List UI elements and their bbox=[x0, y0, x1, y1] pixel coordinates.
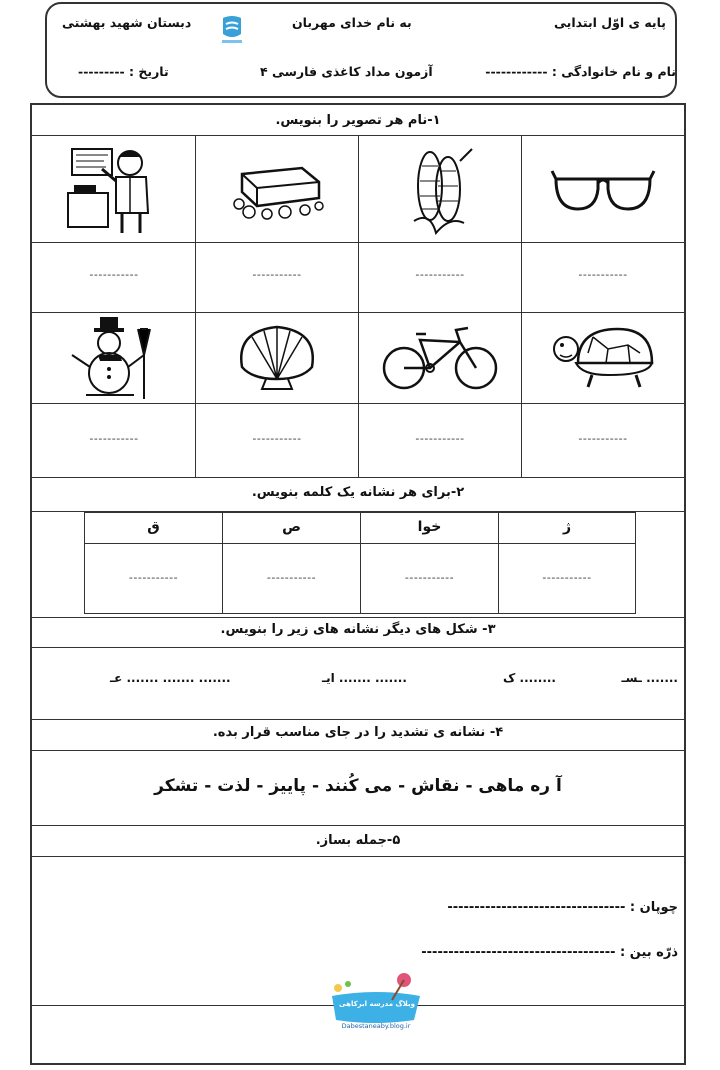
divider bbox=[32, 477, 684, 478]
letter-cell: ص bbox=[282, 519, 301, 535]
bicycle-icon bbox=[380, 322, 500, 394]
picture-bicycle bbox=[359, 313, 521, 403]
picture-snowman bbox=[33, 313, 195, 403]
glasses-icon bbox=[548, 159, 658, 219]
divider bbox=[32, 719, 684, 720]
turtle-icon bbox=[548, 323, 658, 393]
letters-table bbox=[84, 512, 636, 614]
picture-shell bbox=[196, 313, 358, 403]
answer-blank[interactable]: ----------- bbox=[266, 571, 317, 584]
picture-glasses bbox=[522, 136, 684, 242]
exam-body bbox=[30, 103, 686, 1065]
divider bbox=[32, 647, 684, 648]
letter-form-item[interactable]: عـ ....... ....... ....... bbox=[110, 671, 231, 685]
snowman-icon bbox=[64, 315, 164, 401]
date-field: تاریخ : --------- bbox=[78, 64, 169, 79]
section1-title: ۱-نام هر تصویر را بنویس. bbox=[275, 113, 441, 128]
answer-blank[interactable]: ----------- bbox=[252, 432, 302, 445]
answer-blank[interactable]: ----------- bbox=[252, 268, 302, 281]
divider bbox=[32, 856, 684, 857]
picture-soap bbox=[196, 136, 358, 242]
divider bbox=[32, 825, 684, 826]
answer-blank[interactable]: ----------- bbox=[89, 268, 139, 281]
answer-blank[interactable]: ----------- bbox=[415, 268, 465, 281]
sentence-line[interactable]: چوپان : --------------------------------- bbox=[447, 900, 678, 915]
picture-turtle bbox=[522, 313, 684, 403]
answer-blank[interactable]: ----------- bbox=[415, 432, 465, 445]
answer-blank[interactable]: ----------- bbox=[578, 432, 628, 445]
name-field: نام و نام خانوادگی : ------------ bbox=[485, 64, 676, 79]
logo-icon bbox=[219, 14, 245, 46]
letter-form-item[interactable]: ایـ ....... ....... bbox=[322, 671, 407, 685]
exam-title: آزمون مداد کاغذی فارسی ۴ bbox=[260, 64, 433, 79]
letter-cell: ق bbox=[147, 519, 160, 535]
grade-label: پایه ی اوّل ابتدایی bbox=[554, 15, 666, 30]
section5-title: ۵-جمله بساز. bbox=[315, 833, 401, 848]
letter-form-item[interactable]: ـسـ ....... bbox=[621, 671, 678, 685]
section2-title: ۲-برای هر نشانه یک کلمه بنویس. bbox=[251, 485, 465, 500]
picture-corn bbox=[359, 136, 521, 242]
stamp-url: Dabestaneaby.blog.ir bbox=[341, 1022, 411, 1030]
sentence-line[interactable]: ذرّه بین : ------------------------------------ bbox=[421, 945, 678, 960]
answer-blank[interactable]: ----------- bbox=[128, 571, 179, 584]
divider bbox=[32, 242, 684, 243]
basmala: به نام خدای مهربان bbox=[292, 15, 412, 30]
letter-cell: ژ bbox=[562, 519, 572, 535]
word-list: آ ره ماهی - نقاش - می کُنند - پاییز - لذت - تشکر bbox=[154, 776, 562, 796]
divider bbox=[32, 403, 684, 404]
school-name: دبستان شهید بهشتی bbox=[62, 15, 192, 30]
teacher-icon bbox=[64, 141, 164, 237]
soap-icon bbox=[227, 154, 327, 224]
answer-blank[interactable]: ----------- bbox=[404, 571, 455, 584]
answer-blank[interactable]: ----------- bbox=[89, 432, 139, 445]
answer-blank[interactable]: ----------- bbox=[578, 268, 628, 281]
letter-form-item[interactable]: ک ........ bbox=[503, 671, 556, 685]
stamp-text: وبلاگ مدرسه ابرکاهی bbox=[339, 1000, 415, 1008]
blog-stamp bbox=[326, 970, 426, 1032]
letter-cell: خوا bbox=[417, 519, 442, 535]
section3-title: ۳- شکل های دیگر نشانه های زیر را بنویس. bbox=[220, 622, 496, 637]
section4-title: ۴- نشانه ی تشدید را در جای مناسب قرار بده. bbox=[212, 725, 504, 740]
divider bbox=[32, 750, 684, 751]
divider bbox=[32, 617, 684, 618]
shell-icon bbox=[232, 323, 322, 393]
corn-icon bbox=[400, 141, 480, 237]
answer-blank[interactable]: ----------- bbox=[542, 571, 592, 584]
picture-teacher bbox=[33, 136, 195, 242]
